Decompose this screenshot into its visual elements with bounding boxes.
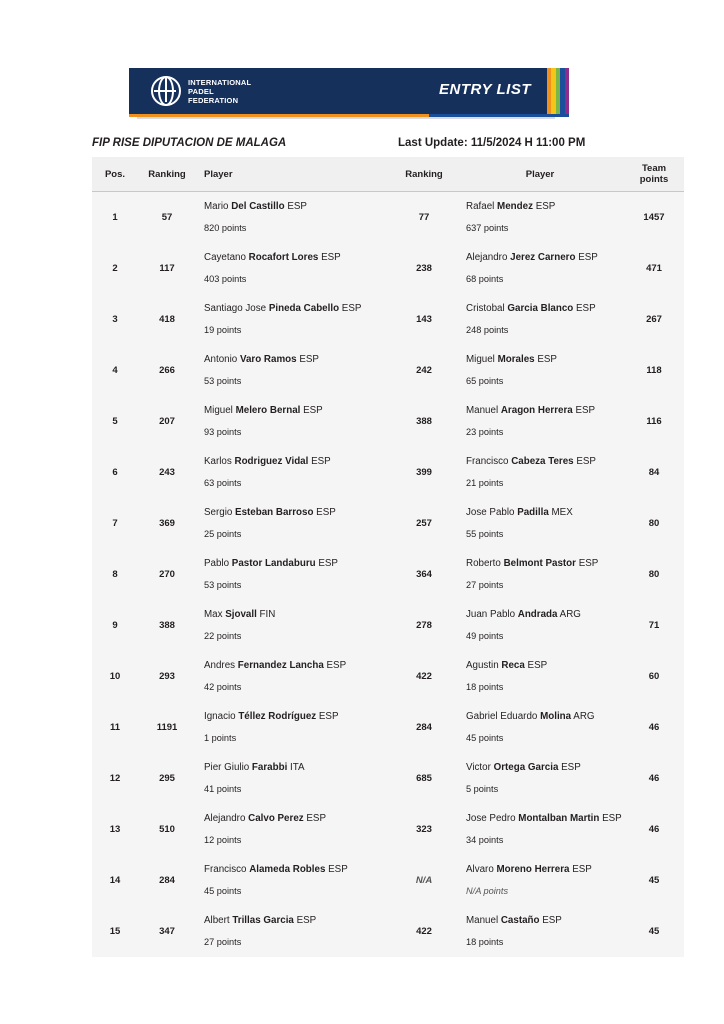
- player-2-points: 637 points: [466, 222, 509, 233]
- player-1-lastname: Del Castillo: [231, 200, 285, 212]
- player-2-name: [466, 353, 624, 366]
- player-1-lastname: Trillas Garcia: [232, 914, 294, 926]
- cell-player-2: [456, 192, 624, 243]
- player-1-nationality: ESP: [315, 557, 338, 569]
- table-row: [92, 498, 684, 549]
- player-1-nationality: ESP: [313, 506, 336, 518]
- player-2-firstname: Francisco: [466, 455, 512, 467]
- cell-ranking-player-2: 685: [392, 753, 456, 804]
- banner-title: ENTRY LIST: [439, 81, 531, 98]
- player-1-points: 63 points: [204, 477, 242, 488]
- player-1-name: [204, 353, 392, 366]
- table-row: [92, 855, 684, 906]
- player-2-points: 21 points: [466, 477, 504, 488]
- player-2-name: [466, 200, 624, 213]
- table-header-row: [92, 157, 684, 192]
- cell-position: 8: [92, 549, 138, 600]
- table-row: [92, 549, 684, 600]
- cell-ranking-player-1: 243: [138, 447, 196, 498]
- player-2-lastname: Garcia Blanco: [507, 302, 574, 314]
- cell-player-2: [456, 447, 624, 498]
- player-1-lastname: Alameda Robles: [249, 863, 326, 875]
- player-1-name: [204, 914, 392, 927]
- player-2-nationality: ESP: [572, 404, 596, 416]
- ipf-logo-line3: FEDERATION: [188, 95, 239, 105]
- cell-ranking-player-2: 364: [392, 549, 456, 600]
- player-2-points: 18 points: [466, 681, 504, 692]
- player-2-name: [466, 251, 624, 264]
- player-2-firstname: Alejandro: [466, 251, 511, 263]
- player-1-points: 53 points: [204, 375, 242, 386]
- player-1-points: 27 points: [204, 936, 242, 947]
- cell-ranking-player-1: 293: [138, 651, 196, 702]
- cell-ranking-player-2: 242: [392, 345, 456, 396]
- player-1-firstname: Miguel: [204, 404, 236, 416]
- ipf-logo-line1: INTERNATIONAL: [188, 77, 252, 87]
- player-2-lastname: Jerez Carnero: [510, 251, 576, 263]
- cell-player-2: [456, 804, 624, 855]
- player-2-name: [466, 761, 624, 774]
- cell-team-points: 116: [624, 396, 684, 447]
- player-1-points: 403 points: [204, 273, 247, 284]
- cell-team-points: 46: [624, 702, 684, 753]
- player-1-name: [204, 200, 392, 213]
- player-1-points: 12 points: [204, 834, 242, 845]
- cell-ranking-player-2: 257: [392, 498, 456, 549]
- player-1-firstname: Santiago Jose: [204, 302, 269, 314]
- cell-position: 2: [92, 243, 138, 294]
- cell-player-2: [456, 294, 624, 345]
- cell-team-points: 46: [624, 804, 684, 855]
- player-1-nationality: ESP: [339, 302, 362, 314]
- cell-position: 7: [92, 498, 138, 549]
- player-2-firstname: Rafael: [466, 200, 498, 212]
- player-1-firstname: Pablo: [204, 557, 232, 569]
- player-2-points: 45 points: [466, 732, 504, 743]
- player-1-lastname: Farabbi: [251, 761, 288, 773]
- player-2-lastname: Ortega Garcia: [493, 761, 559, 773]
- cell-player-2: [456, 243, 624, 294]
- cell-player-1: [196, 702, 392, 753]
- table-header: [92, 157, 684, 192]
- cell-player-2: [456, 855, 624, 906]
- cell-team-points: 84: [624, 447, 684, 498]
- column-header-player-2: Player: [456, 157, 624, 192]
- player-1-firstname: Mario: [204, 200, 232, 212]
- player-2-lastname: Aragon Herrera: [500, 404, 573, 416]
- cell-player-2: [456, 906, 624, 957]
- player-1-name: [204, 608, 392, 621]
- player-1-nationality: ESP: [300, 404, 323, 416]
- player-2-nationality: ESP: [532, 200, 556, 212]
- cell-player-1: [196, 243, 392, 294]
- player-1-nationality: ESP: [325, 863, 348, 875]
- cell-player-1: [196, 906, 392, 957]
- player-2-lastname: Morales: [497, 353, 535, 365]
- cell-ranking-player-1: 1191: [138, 702, 196, 753]
- player-1-name: [204, 302, 392, 315]
- player-1-nationality: ESP: [316, 710, 339, 722]
- cell-player-1: [196, 804, 392, 855]
- player-2-points: 55 points: [466, 528, 504, 539]
- cell-team-points: 60: [624, 651, 684, 702]
- cell-ranking-player-1: 295: [138, 753, 196, 804]
- banner-accent-blue: [429, 114, 569, 117]
- player-1-points: 45 points: [204, 885, 242, 896]
- globe-icon: [151, 76, 181, 106]
- player-1-lastname: Pineda Cabello: [268, 302, 340, 314]
- entry-list-table: [92, 157, 669, 957]
- cell-player-2: [456, 600, 624, 651]
- player-1-points: 22 points: [204, 630, 242, 641]
- player-1-firstname: Cayetano: [204, 251, 249, 263]
- player-2-firstname: Jose Pedro: [466, 812, 519, 824]
- cell-ranking-player-1: 510: [138, 804, 196, 855]
- player-2-name: [466, 455, 624, 468]
- cell-ranking-player-1: 207: [138, 396, 196, 447]
- player-2-nationality: ARG: [571, 710, 595, 722]
- player-1-firstname: Pier Giulio: [204, 761, 252, 773]
- player-1-name: [204, 659, 392, 672]
- player-2-points: 34 points: [466, 834, 504, 845]
- player-1-name: [204, 404, 392, 417]
- player-2-lastname: Cabeza Teres: [511, 455, 574, 467]
- cell-player-1: [196, 600, 392, 651]
- player-2-firstname: Agustin: [466, 659, 502, 671]
- player-1-name: [204, 710, 392, 723]
- player-2-nationality: ESP: [599, 812, 622, 824]
- cell-player-1: [196, 753, 392, 804]
- table-row: [92, 600, 684, 651]
- cell-ranking-player-2: 284: [392, 702, 456, 753]
- player-2-nationality: ESP: [558, 761, 581, 773]
- player-1-nationality: ESP: [323, 659, 347, 671]
- cell-team-points: 46: [624, 753, 684, 804]
- player-2-nationality: ESP: [534, 353, 557, 365]
- cell-team-points: 1457: [624, 192, 684, 243]
- player-1-name: [204, 557, 392, 570]
- cell-ranking-player-1: 266: [138, 345, 196, 396]
- player-1-points: 53 points: [204, 579, 242, 590]
- table-row: [92, 906, 684, 957]
- player-1-points: 93 points: [204, 426, 242, 437]
- cell-ranking-player-1: 270: [138, 549, 196, 600]
- cell-team-points: 118: [624, 345, 684, 396]
- player-2-lastname: Molina: [540, 710, 572, 722]
- table-row: [92, 294, 684, 345]
- table-row: [92, 243, 684, 294]
- player-2-lastname: Moreno Herrera: [496, 863, 570, 875]
- last-update-label: Last Update: 11/5/2024 H 11:00 PM: [398, 137, 586, 149]
- table-row: [92, 396, 684, 447]
- column-header-player-1: Player: [196, 157, 392, 192]
- table-row: [92, 345, 684, 396]
- table-body: [92, 192, 684, 957]
- player-2-lastname: Montalban Martin: [518, 812, 600, 824]
- player-2-lastname: Castaño: [500, 914, 540, 926]
- player-2-nationality: ESP: [573, 302, 596, 314]
- player-2-name: [466, 812, 624, 825]
- cell-position: 13: [92, 804, 138, 855]
- table-row: [92, 651, 684, 702]
- ipf-logo: [151, 76, 251, 106]
- cell-team-points: 80: [624, 498, 684, 549]
- player-1-nationality: ESP: [284, 200, 307, 212]
- cell-position: 9: [92, 600, 138, 651]
- player-1-firstname: Francisco: [204, 863, 250, 875]
- cell-ranking-player-2: 323: [392, 804, 456, 855]
- player-2-lastname: Reca: [501, 659, 525, 671]
- cell-player-1: [196, 396, 392, 447]
- player-1-nationality: ESP: [308, 455, 331, 467]
- cell-position: 14: [92, 855, 138, 906]
- player-2-name: [466, 302, 624, 315]
- player-1-lastname: Sjovall: [225, 608, 257, 620]
- cell-player-1: [196, 294, 392, 345]
- column-header-pos: Pos.: [92, 157, 138, 192]
- player-1-firstname: Antonio: [204, 353, 240, 365]
- column-header-ranking-2: Ranking: [392, 157, 456, 192]
- player-1-name: [204, 506, 392, 519]
- player-2-nationality: ESP: [573, 455, 596, 467]
- player-2-points: N/A points: [466, 885, 509, 896]
- player-1-firstname: Karlos: [204, 455, 235, 467]
- player-1-firstname: Andres: [204, 659, 238, 671]
- cell-player-1: [196, 345, 392, 396]
- player-2-name: [466, 863, 624, 876]
- player-2-firstname: Manuel: [466, 404, 501, 416]
- player-2-nationality: ESP: [539, 914, 562, 926]
- player-1-lastname: Calvo Perez: [248, 812, 304, 824]
- player-2-lastname: Mendez: [497, 200, 533, 212]
- cell-player-2: [456, 498, 624, 549]
- banner-stripes: [547, 68, 569, 114]
- cell-ranking-player-1: 284: [138, 855, 196, 906]
- ipf-logo-text: [188, 78, 251, 105]
- cell-player-2: [456, 549, 624, 600]
- player-2-firstname: Juan Pablo: [466, 608, 518, 620]
- banner-bar: [129, 68, 547, 114]
- player-2-nationality: ARG: [557, 608, 581, 620]
- cell-player-2: [456, 396, 624, 447]
- player-2-lastname: Belmont Pastor: [503, 557, 576, 569]
- cell-ranking-player-1: 369: [138, 498, 196, 549]
- player-1-nationality: ESP: [293, 914, 317, 926]
- column-header-ranking-1: Ranking: [138, 157, 196, 192]
- banner-accent-orange: [129, 114, 429, 117]
- player-1-nationality: ESP: [303, 812, 326, 824]
- cell-ranking-player-1: 388: [138, 600, 196, 651]
- player-1-nationality: ITA: [287, 761, 305, 773]
- player-1-lastname: Varo Ramos: [239, 353, 297, 365]
- player-2-name: [466, 404, 624, 417]
- cell-team-points: 267: [624, 294, 684, 345]
- player-2-nationality: ESP: [524, 659, 548, 671]
- tournament-title: FIP RISE DIPUTACION DE MALAGA: [92, 137, 287, 149]
- table-row: [92, 753, 684, 804]
- player-2-nationality: ESP: [575, 557, 599, 569]
- player-2-lastname: Andrada: [517, 608, 558, 620]
- player-2-nationality: ESP: [569, 863, 592, 875]
- cell-position: 1: [92, 192, 138, 243]
- player-2-firstname: Jose Pablo: [466, 506, 518, 518]
- player-2-points: 49 points: [466, 630, 504, 641]
- player-2-name: [466, 710, 624, 723]
- player-1-points: 41 points: [204, 783, 242, 794]
- cell-ranking-player-2: 143: [392, 294, 456, 345]
- player-1-name: [204, 812, 392, 825]
- cell-ranking-player-1: 418: [138, 294, 196, 345]
- cell-player-2: [456, 753, 624, 804]
- player-1-firstname: Albert: [204, 914, 233, 926]
- cell-position: 6: [92, 447, 138, 498]
- player-2-firstname: Manuel: [466, 914, 501, 926]
- player-1-points: 19 points: [204, 324, 242, 335]
- cell-ranking-player-1: 57: [138, 192, 196, 243]
- cell-player-1: [196, 651, 392, 702]
- cell-player-2: [456, 702, 624, 753]
- player-1-lastname: Téllez Rodríguez: [238, 710, 317, 722]
- cell-player-1: [196, 549, 392, 600]
- player-2-name: [466, 659, 624, 672]
- cell-team-points: 80: [624, 549, 684, 600]
- player-2-points: 23 points: [466, 426, 504, 437]
- player-1-name: [204, 761, 392, 774]
- player-2-nationality: ESP: [575, 251, 598, 263]
- cell-position: 10: [92, 651, 138, 702]
- cell-team-points: 45: [624, 855, 684, 906]
- cell-position: 5: [92, 396, 138, 447]
- player-2-name: [466, 608, 624, 621]
- player-2-points: 65 points: [466, 375, 504, 386]
- player-1-nationality: ESP: [296, 353, 319, 365]
- player-2-name: [466, 914, 624, 927]
- player-2-firstname: Alvaro: [466, 863, 497, 875]
- cell-team-points: 71: [624, 600, 684, 651]
- player-2-firstname: Victor: [466, 761, 494, 773]
- cell-ranking-player-2: 77: [392, 192, 456, 243]
- player-1-points: 25 points: [204, 528, 242, 539]
- player-1-lastname: Esteban Barroso: [235, 506, 314, 518]
- cell-position: 15: [92, 906, 138, 957]
- player-1-points: 820 points: [204, 222, 247, 233]
- player-2-name: [466, 506, 624, 519]
- player-1-firstname: Sergio: [204, 506, 236, 518]
- player-2-points: 18 points: [466, 936, 504, 947]
- player-2-firstname: Cristobal: [466, 302, 508, 314]
- player-1-lastname: Rocafort Lores: [248, 251, 319, 263]
- player-1-lastname: Fernandez Lancha: [237, 659, 324, 671]
- cell-player-1: [196, 447, 392, 498]
- cell-position: 3: [92, 294, 138, 345]
- cell-ranking-player-2: 422: [392, 906, 456, 957]
- cell-ranking-player-1: 347: [138, 906, 196, 957]
- table-row: [92, 804, 684, 855]
- cell-position: 4: [92, 345, 138, 396]
- player-1-name: [204, 251, 392, 264]
- player-1-points: 1 points: [204, 732, 237, 743]
- cell-player-2: [456, 651, 624, 702]
- player-2-points: 5 points: [466, 783, 499, 794]
- table-row: [92, 702, 684, 753]
- player-2-nationality: MEX: [548, 506, 573, 518]
- player-1-name: [204, 455, 392, 468]
- column-header-team-points: Team points: [624, 157, 684, 192]
- cell-ranking-player-2: 238: [392, 243, 456, 294]
- ipf-logo-line2: PADEL: [188, 86, 214, 96]
- player-2-lastname: Padilla: [517, 506, 549, 518]
- player-2-firstname: Roberto: [466, 557, 504, 569]
- cell-ranking-player-1: 117: [138, 243, 196, 294]
- table-row: [92, 192, 684, 243]
- player-1-lastname: Pastor Landaburu: [231, 557, 316, 569]
- table-row: [92, 447, 684, 498]
- cell-ranking-player-2: 399: [392, 447, 456, 498]
- cell-ranking-player-2: 278: [392, 600, 456, 651]
- player-1-name: [204, 863, 392, 876]
- player-1-firstname: Alejandro: [204, 812, 249, 824]
- player-1-firstname: Ignacio: [204, 710, 239, 722]
- cell-position: 12: [92, 753, 138, 804]
- cell-player-1: [196, 192, 392, 243]
- player-2-firstname: Miguel: [466, 353, 498, 365]
- cell-player-1: [196, 498, 392, 549]
- player-1-lastname: Rodriguez Vidal: [234, 455, 309, 467]
- cell-position: 11: [92, 702, 138, 753]
- cell-ranking-player-2: N/A: [392, 855, 456, 906]
- player-2-points: 27 points: [466, 579, 504, 590]
- player-2-firstname: Gabriel Eduardo: [466, 710, 541, 722]
- cell-team-points: 471: [624, 243, 684, 294]
- cell-team-points: 45: [624, 906, 684, 957]
- player-2-name: [466, 557, 624, 570]
- player-1-points: 42 points: [204, 681, 242, 692]
- player-1-lastname: Melero Bernal: [235, 404, 301, 416]
- player-2-points: 248 points: [466, 324, 509, 335]
- cell-player-1: [196, 855, 392, 906]
- player-1-nationality: FIN: [256, 608, 276, 620]
- cell-ranking-player-2: 422: [392, 651, 456, 702]
- player-1-firstname: Max: [204, 608, 226, 620]
- player-2-points: 68 points: [466, 273, 504, 284]
- player-1-nationality: ESP: [318, 251, 341, 263]
- cell-ranking-player-2: 388: [392, 396, 456, 447]
- cell-player-2: [456, 345, 624, 396]
